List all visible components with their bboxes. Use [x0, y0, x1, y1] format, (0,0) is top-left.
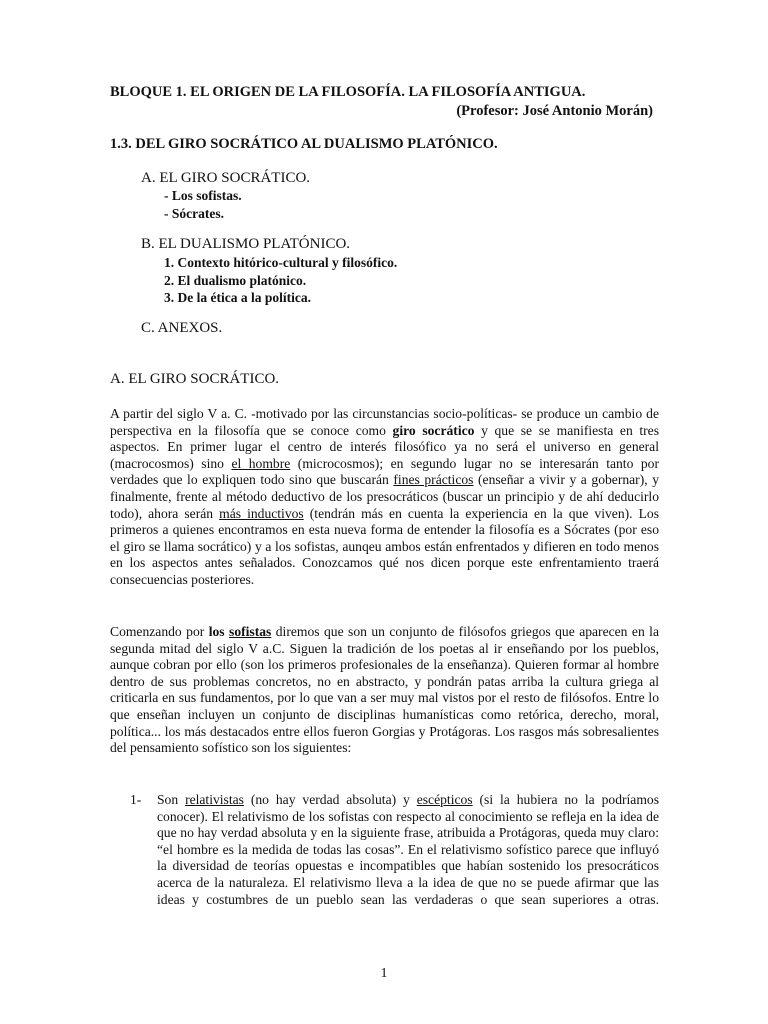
toc-item-etica: 3. De la ética a la política. [164, 290, 311, 305]
text-run: A partir del siglo V a. C. -motivado por las circunstancias socio-políticas- se produce un cambio de perspectiva en la filosofía que se conoce como [110, 406, 659, 438]
text-run: Comenzando por [110, 624, 209, 639]
toc-item-dualismo: 2. El dualismo platónico. [164, 272, 307, 288]
professor-line: (Profesor: José Antonio Morán) [456, 103, 653, 119]
toc-item-socrates: - Sócrates. [164, 205, 224, 221]
list-number: 1- [130, 792, 142, 807]
toc-c-title: C. ANEXOS. [141, 320, 223, 336]
list-item-relativistas [157, 792, 659, 908]
text-run: (enseñar a vivir y a gobernar), y finalmente, frente al método deductivo de los presocráticos (buscar un principio y de ahí deducirlo todo), ahora serán [110, 472, 659, 521]
term-giro-socratico: giro socrático [392, 422, 475, 438]
text-run: y que se se manifiesta en tres aspectos. En primer lugar el centro de interés filosófico ya no será el universo en general (macrocosmos) sino [110, 422, 660, 471]
text-run: (microcosmos); en segundo lugar no se interesarán tanto por verdades que lo expliquen todo sino que buscarán [110, 455, 659, 488]
page-number: 1 [380, 966, 388, 981]
text-run: (tendrán más en cuenta la experiencia en la que viven). Los primeros a quienes encontramos en esta nueva forma de entender la filosofía es a Sócrates (por eso el giro se llama socrático) y a los sofistas, aunqeu ambos están enfrentados y difieren en todo menos en los aspectos antes señalados. Conozcamos qué nos dicen porque este enfrentamiento traerá consecuencias posteriores. [110, 505, 659, 587]
toc-item-sofistas: - Los sofistas. [164, 188, 242, 203]
toc-b-title: B. EL DUALISMO PLATÓNICO. [141, 236, 351, 252]
text-run: (no hay verdad absoluta) y [243, 792, 417, 807]
section-a-heading: A. EL GIRO SOCRÁTICO. [110, 371, 280, 387]
section-title: 1.3. DEL GIRO SOCRÁTICO AL DUALISMO PLATÓNICO. [110, 136, 498, 152]
term-relativistas: relativistas [185, 792, 244, 807]
term-fines-practicos: fines prácticos [393, 472, 474, 488]
term-el-hombre: el hombre [231, 455, 291, 471]
paragraph-sofistas [110, 624, 659, 757]
text-run: diremos que son un conjunto de filósofos griegos que aparecen en la segunda mitad del siglo V a.C. Siguen la tradición de los poetas al ir enseñando por los pueblos, aunque cobran por ello (son los primeros profesionales de la enseñanza). Quieren formar al hombre dentro de sus problemas concretos, no en abstracto, y pondrán patas arriba la cultura griega al criticarla en sus fundamentos, por lo que van a ser muy mal vistos por el resto de filósofos. Entre lo que enseñan incluyen un conjunto de disciplinas humanísticas como retórica, derecho, moral, política... los más destacados entre ellos fueron Gorgias y Protágoras. Los rasgos más sobresalientes del pensamiento sofístico son los siguientes: [110, 624, 659, 756]
toc-b-list [164, 254, 713, 307]
paragraph-giro-socratico [110, 406, 659, 589]
toc-a-title: A. EL GIRO SOCRÁTICO. [141, 170, 311, 186]
term-los: los [208, 624, 230, 639]
term-escepticos: escépticos [416, 792, 473, 807]
document-title: BLOQUE 1. EL ORIGEN DE LA FILOSOFÍA. LA FILOSOFÍA ANTIGUA. [110, 84, 586, 100]
text-run: Son [157, 792, 186, 807]
term-mas-inductivos: más inductivos [219, 505, 304, 521]
term-sofistas: sofistas [229, 624, 272, 639]
toc-item-contexto: 1. Contexto hitórico-cultural y filosófico. [164, 255, 398, 270]
toc-a-list [164, 187, 713, 222]
text-run: (si la hubiera no la podríamos conocer). El relativismo de los sofistas con respecto al conocimiento se refleja en la idea de que no hay verdad absoluta y en la siguiente frase, atribuida a Protágoras, queda muy claro: “el hombre es la medida de todas las cosas”. En el relativismo sofístico parece que influyó la diversidad de teorías opuestas e incompatibles que habían sostenido los presocráticos acerca de la naturaleza. El relativismo lleva a la idea de que no se puede afirmar que las ideas y costumbres de un pueblo sean las verdaderas o que sean superiores a otras. [157, 792, 659, 907]
